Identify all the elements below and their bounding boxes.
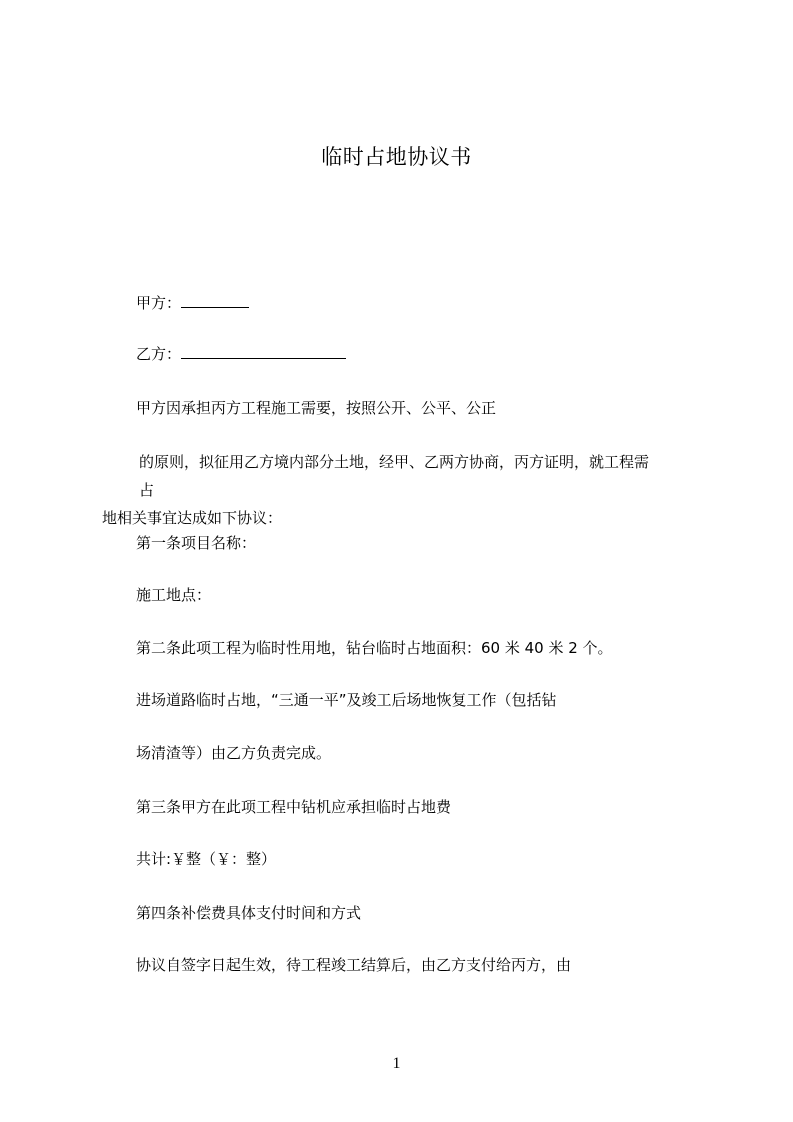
party-a-blank: [181, 293, 249, 308]
paragraph-1: 甲方因承担丙方工程施工需要，按照公开、公平、公正: [136, 399, 497, 417]
paragraph-5: 协议自签字日起生效，待工程竣工结算后，由乙方支付给丙方，由: [136, 956, 572, 974]
party-b-blank: [181, 344, 346, 359]
party-b-label: 乙方：: [136, 345, 182, 363]
article-4: 第四条补偿费具体支付时间和方式: [136, 904, 362, 922]
construction-site: 施工地点：: [136, 586, 212, 604]
party-b-line: [136, 344, 346, 364]
paragraph-2-line-2: 地相关事宜达成如下协议：: [102, 509, 283, 527]
document-title: 临时占地协议书: [321, 145, 472, 169]
paragraph-2: [102, 448, 658, 532]
total-amount: 共计:￥整（￥：整）: [136, 850, 277, 868]
article-3: 第三条甲方在此项工程中钻机应承担临时占地费: [136, 798, 452, 816]
paragraph-2-line-1: 的原则，拟征用乙方境内部分土地，经甲、乙两方协商，丙方证明，就工程需占: [139, 453, 650, 499]
paragraph-4: 场清渣等）由乙方负责完成。: [136, 744, 332, 762]
party-a-label: 甲方：: [136, 294, 182, 312]
page-number: 1: [392, 1055, 401, 1072]
paragraph-3: 进场道路临时占地，“三通一平”及竣工后场地恢复工作（包括钻: [136, 691, 557, 709]
article-2: 第二条此项工程为临时性用地，钻台临时占地面积：60 米 40 米 2 个。: [136, 639, 613, 657]
party-a-line: [136, 293, 249, 313]
article-1: 第一条项目名称：: [136, 534, 257, 552]
